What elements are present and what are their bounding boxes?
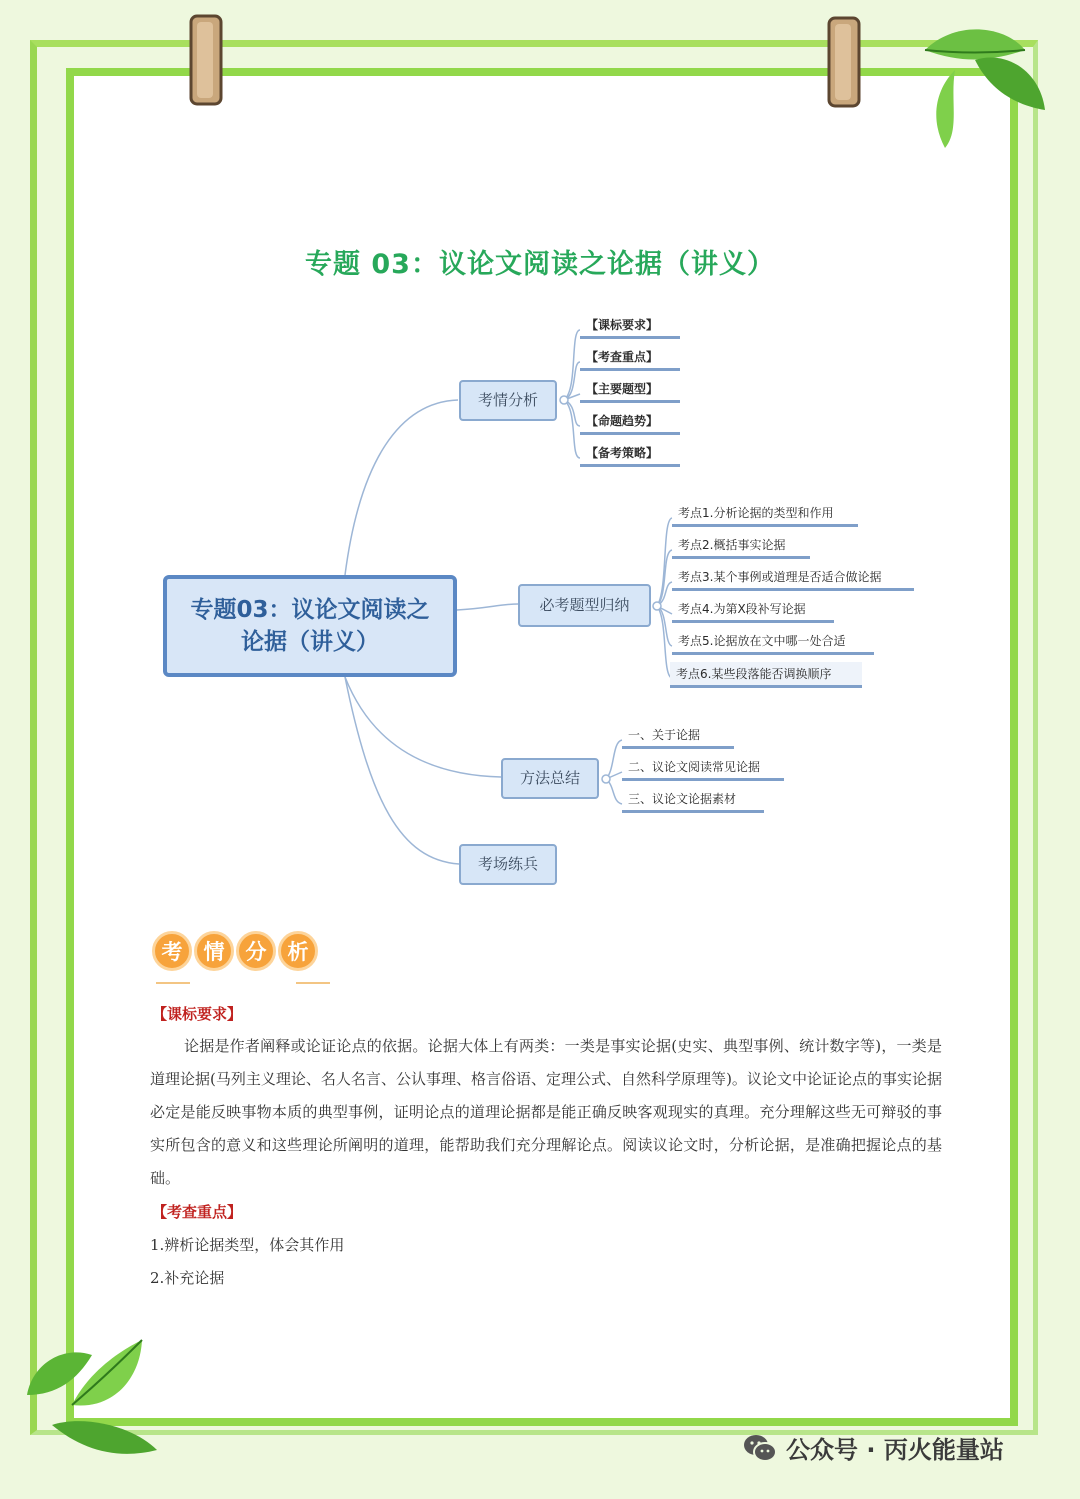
footer-watermark bbox=[742, 1430, 1004, 1465]
mindmap-leaf: 【考查重点】 bbox=[580, 348, 680, 371]
mindmap-leaf: 考点5.论据放在文中哪一处合适 bbox=[672, 632, 874, 655]
key-point-item: 2.补充论据 bbox=[150, 1269, 225, 1287]
mindmap-leaf: 【主要题型】 bbox=[580, 380, 680, 403]
badge-underline bbox=[296, 982, 330, 984]
branch-bikao-tixing: 必考题型归纳 bbox=[518, 584, 651, 627]
document-title: 专题 03：议论文阅读之论据（讲义） bbox=[305, 249, 775, 280]
branch-kaochang-lianbing: 考场练兵 bbox=[459, 844, 557, 885]
mindmap-leaf: 考点2.概括事实论据 bbox=[672, 536, 810, 559]
section-badge bbox=[152, 931, 320, 971]
badge-char: 析 bbox=[278, 931, 318, 971]
mindmap-leaf: 三、议论文论据素材 bbox=[622, 790, 764, 813]
mindmap-leaf: 二、议论文阅读常见论据 bbox=[622, 758, 784, 781]
badge-char: 分 bbox=[236, 931, 276, 971]
badge-underline bbox=[156, 982, 190, 984]
section-heading-kebiao: 【课标要求】 bbox=[152, 1005, 243, 1023]
badge-char: 考 bbox=[152, 931, 192, 971]
badge-char: 情 bbox=[194, 931, 234, 971]
mindmap-leaf: 【命题趋势】 bbox=[580, 412, 680, 435]
mindmap-leaf: 【课标要求】 bbox=[580, 316, 680, 339]
mindmap-leaf: 考点3.某个事例或道理是否适合做论据 bbox=[672, 568, 914, 591]
section-paragraph: 论据是作者阐释或论证论点的依据。论据大体上有两类：一类是事实论据(史实、典型事例、统计数字等)，一类是道理论据(马列主义理论、名人名言、公认事理、格言俗语、定理公式、自然科学原理等)。议论文中论证论点的事实论据必定是能反映事物本质的典型事例，证明论点的道理论据都是能正确反映客观现实的真理。充分理解这些无可辩驳的事实所包含的意义和这些理论所阐明的道理，能帮助我们充分理解论点。阅读议论文时，分析论据，是准确把握论点的基础。 bbox=[150, 1037, 942, 1187]
section-heading-kaocha: 【考查重点】 bbox=[152, 1203, 243, 1221]
footer-text: 公众号 · 丙火能量站 bbox=[786, 1436, 1004, 1464]
branch-fangfa-zongjie: 方法总结 bbox=[501, 758, 599, 799]
mindmap-root-node: 专题03：议论文阅读之论据（讲义） bbox=[163, 575, 457, 677]
key-point-item: 1.辨析论据类型，体会其作用 bbox=[150, 1236, 345, 1254]
branch-kaoqing-fenxi: 考情分析 bbox=[459, 380, 557, 421]
mindmap-leaf: 【备考策略】 bbox=[580, 444, 680, 467]
mindmap-leaf-selected: 考点6.某些段落能否调换顺序 bbox=[670, 662, 862, 688]
mindmap-leaf: 考点4.为第X段补写论据 bbox=[672, 600, 834, 623]
mindmap-leaf: 考点1.分析论据的类型和作用 bbox=[672, 504, 858, 527]
wechat-icon bbox=[742, 1432, 778, 1464]
mindmap-leaf: 一、关于论据 bbox=[622, 726, 734, 749]
